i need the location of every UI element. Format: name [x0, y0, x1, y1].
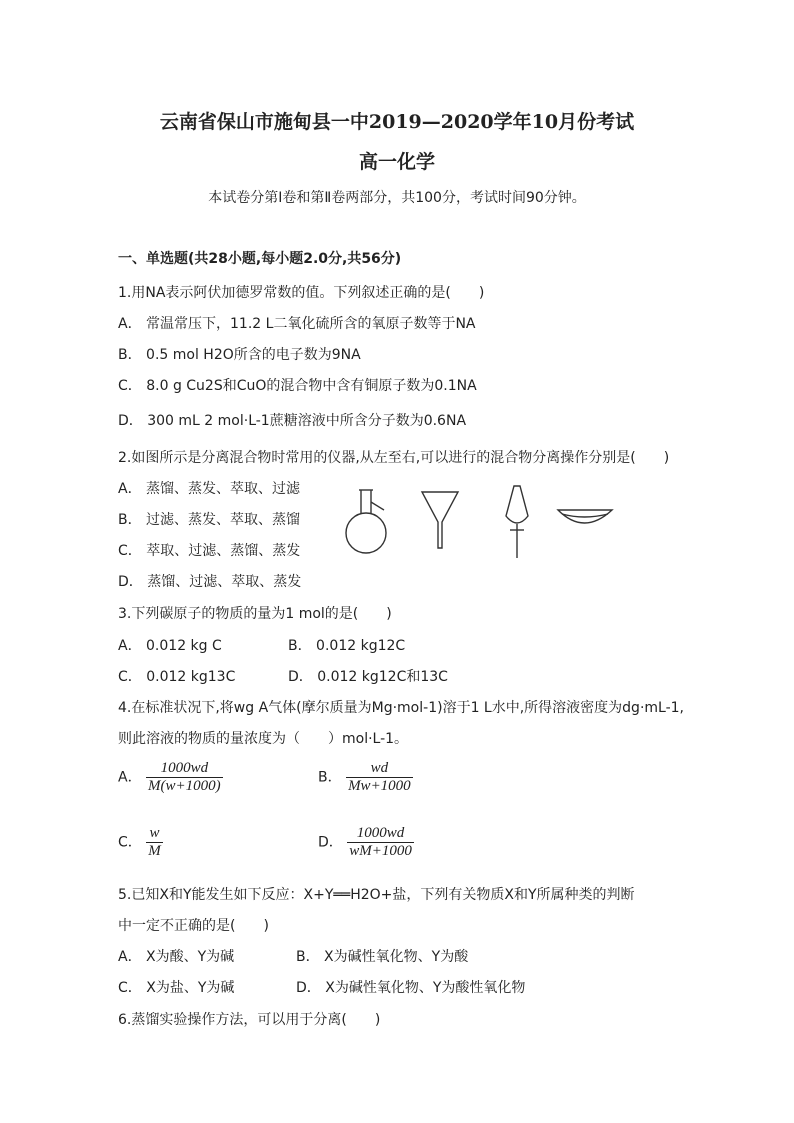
exam-subtitle: 高一化学 [358, 151, 435, 173]
evaporating-dish-icon [558, 510, 612, 523]
q4-option-c-numerator: w [146, 825, 163, 843]
q5-option-d: D． X为碱性氧化物、Y为酸性氧化物 [296, 980, 526, 996]
q1-option-c: C． 8.0 g Cu2S和CuO的混合物中含有铜原子数为0.1NA [118, 378, 477, 394]
exam-title: 云南省保山市施甸县一中2019—2020学年10月份考试 [159, 111, 635, 133]
q4-option-c-denominator: M [148, 843, 161, 859]
q4-option-a-denominator: M(w+1000) [148, 778, 221, 794]
q1-option-a: A． 常温常压下，11.2 L二氧化硫所含的氧原子数等于NA [118, 316, 476, 332]
q4-option-d-denominator: wM+1000 [349, 843, 412, 859]
q4-option-b [318, 760, 413, 795]
q5-option-c: C． X为盐、Y为碱 [118, 980, 235, 996]
q5-stem-line2: 中一定不正确的是( ) [118, 918, 269, 934]
q2-stem: 2.如图所示是分离混合物时常用的仪器,从左至右,可以进行的混合物分离操作分别是( ) [118, 450, 670, 466]
q4-option-c-fraction [146, 825, 163, 860]
q3-stem: 3.下列碳原子的物质的量为1 mol的是( ) [118, 606, 392, 622]
q4-option-c-label: C． [118, 834, 142, 851]
q1-option-d: D． 300 mL 2 mol·L-1蔗糖溶液中所含分子数为0.6NA [118, 413, 467, 429]
funnel-icon [422, 492, 458, 548]
q3-option-a: A． 0.012 kg C [118, 638, 222, 654]
q4-option-d-label: D． [318, 834, 343, 851]
apparatus-figure [330, 478, 630, 568]
q4-option-d-fraction [347, 825, 414, 860]
q1-option-b: B． 0.5 mol H2O所含的电子数为9NA [118, 347, 361, 363]
q2-option-c: C． 萃取、过滤、蒸馏、蒸发 [118, 543, 301, 559]
section-heading: 一、单选题(共28小题,每小题2.0分,共56分) [118, 251, 402, 267]
q4-option-b-fraction [346, 760, 413, 795]
q4-option-d [318, 825, 414, 860]
q3-option-c: C． 0.012 kg13C [118, 669, 236, 685]
q4-option-b-numerator: wd [346, 760, 413, 778]
q4-option-c [118, 825, 163, 860]
exam-intro: 本试卷分第Ⅰ卷和第Ⅱ卷两部分，共100分，考试时间90分钟。 [208, 190, 586, 206]
q2-option-a: A． 蒸馏、蒸发、萃取、过滤 [118, 481, 301, 497]
q4-option-a-numerator: 1000wd [146, 760, 223, 778]
distillation-flask-icon [346, 490, 386, 553]
q4-option-d-numerator: 1000wd [347, 825, 414, 843]
q5-option-a: A． X为酸、Y为碱 [118, 949, 235, 965]
q4-stem-line1: 4.在标准状况下,将wg A气体(摩尔质量为Mg·mol-1)溶于1 L水中,所得溶液密度为dg·mL-1, [118, 700, 684, 716]
q2-option-b: B． 过滤、蒸发、萃取、蒸馏 [118, 512, 301, 528]
q4-option-a-label: A． [118, 769, 142, 786]
q3-option-d: D． 0.012 kg12C和13C [288, 669, 448, 685]
q6-stem: 6.蒸馏实验操作方法，可以用于分离( ) [118, 1012, 381, 1028]
q4-option-a-fraction [146, 760, 223, 795]
q2-option-d: D． 蒸馏、过滤、萃取、蒸发 [118, 574, 302, 590]
q5-option-b: B． X为碱性氧化物、Y为酸 [296, 949, 469, 965]
q5-stem-line1: 5.已知X和Y能发生如下反应：X+Y══H2O+盐，下列有关物质X和Y所属种类的判断 [118, 887, 635, 903]
q1-stem: 1.用NA表示阿伏加德罗常数的值。下列叙述正确的是( ) [118, 285, 485, 301]
q3-option-b: B． 0.012 kg12C [288, 638, 406, 654]
separatory-funnel-icon [506, 486, 528, 558]
q4-option-a [118, 760, 223, 795]
q4-option-b-label: B． [318, 769, 342, 786]
q4-option-b-denominator: Mw+1000 [348, 778, 411, 794]
q4-stem-line2: 则此溶液的物质的量浓度为（ ）mol·L-1。 [118, 731, 409, 747]
